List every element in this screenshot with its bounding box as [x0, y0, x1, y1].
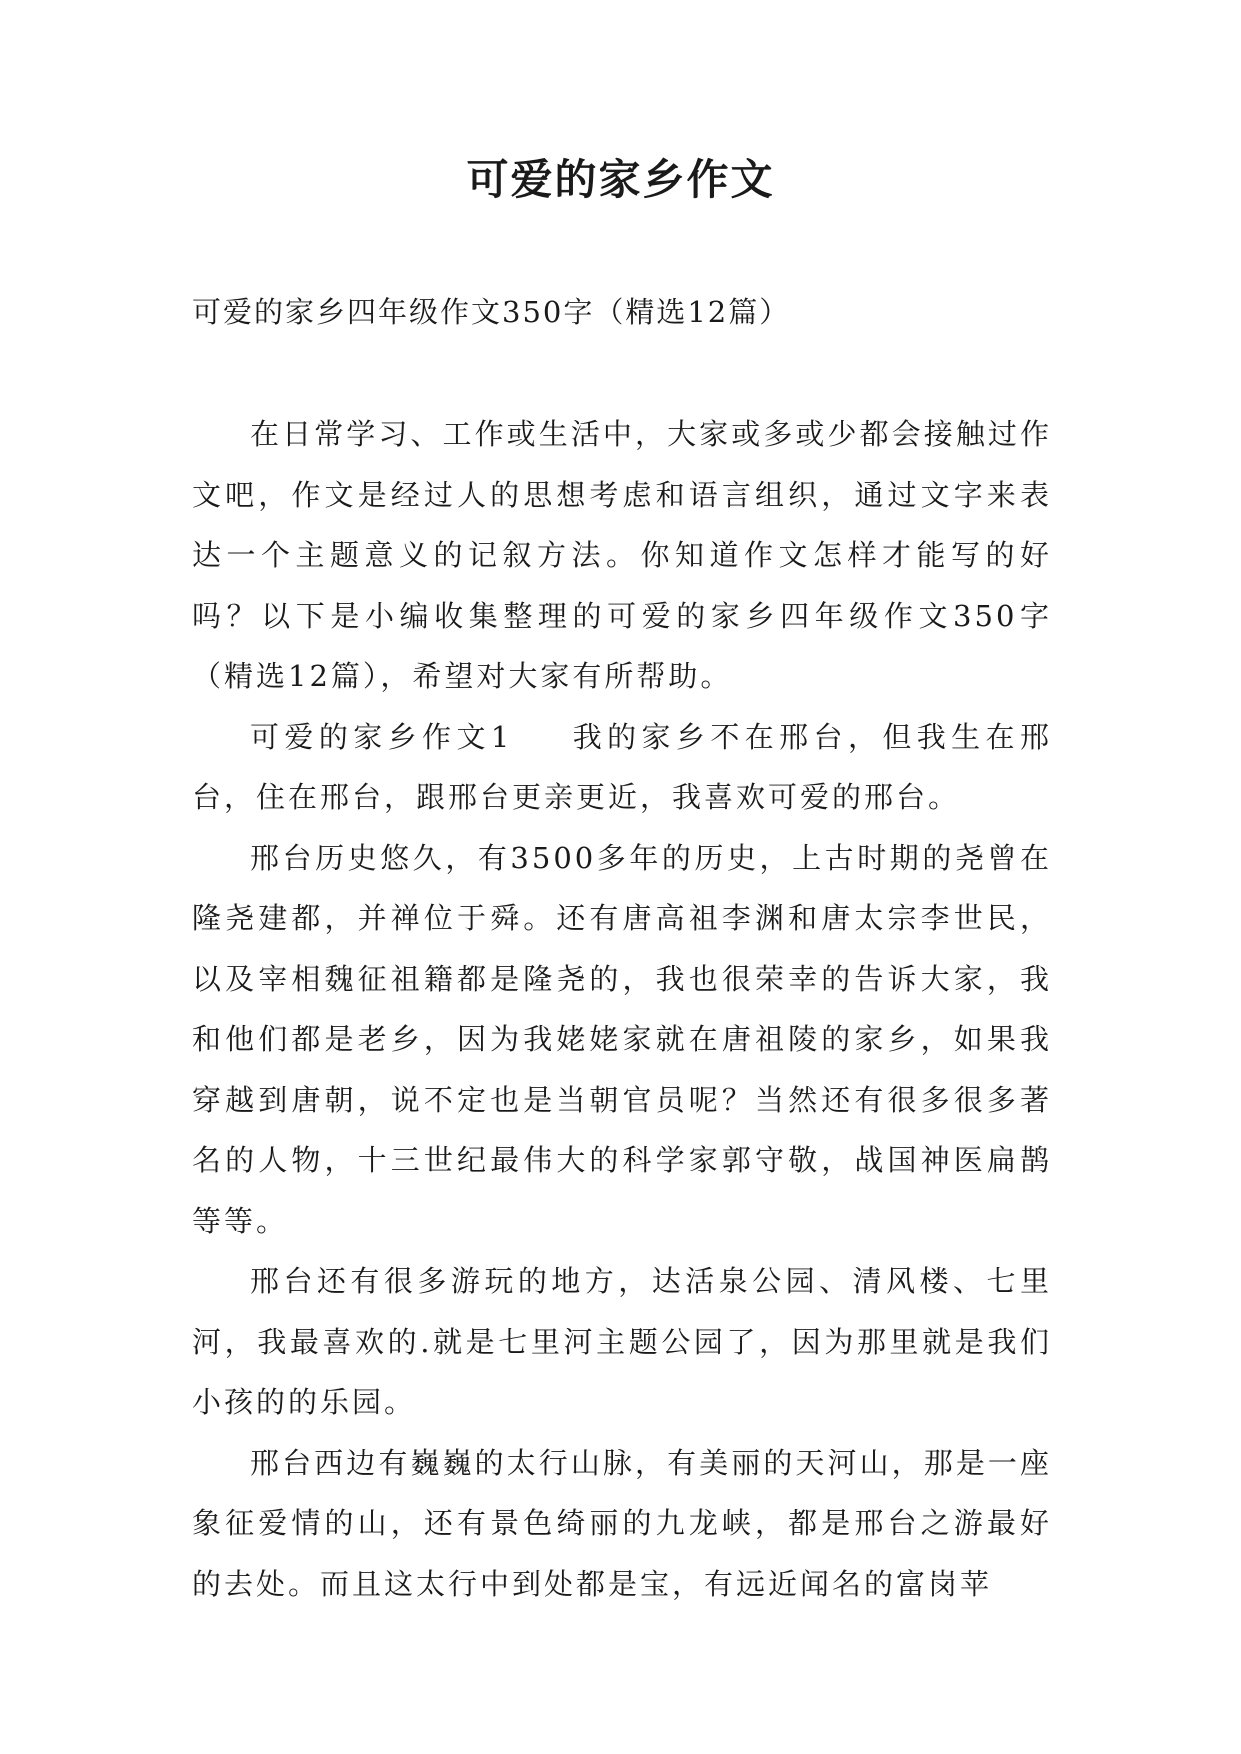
intro-paragraph: 在日常学习、工作或生活中，大家或多或少都会接触过作文吧，作文是经过人的思想考虑和语言组织，通过文字来表达一个主题意义的记叙方法。你知道作文怎样才能写的好吗？以下是小编收集整理的可爱的家乡四年级作文350字（精选12篇），希望对大家有所帮助。: [192, 417, 1052, 693]
document-subtitle: 可爱的家乡四年级作文350字（精选12篇）: [192, 295, 791, 329]
essay-1-paragraph-2: 邢台历史悠久，有3500多年的历史，上古时期的尧曾在隆尧建都，并禅位于舜。还有唐高祖李渊和唐太宗李世民，以及宰相魏征祖籍都是隆尧的，我也很荣幸的告诉大家，我和他们都是老乡，因为我姥姥家就在唐祖陵的家乡，如果我穿越到唐朝，说不定也是当朝官员呢？当然还有很多很多著名的人物，十三世纪最伟大的科学家郭守敬，战国神医扁鹊等等。: [192, 840, 1052, 1238]
essay-1-paragraph-1: 我的家乡不在邢台，但我生在邢台，住在邢台，跟邢台更亲更近，我喜欢可爱的邢台。: [192, 719, 1052, 814]
document-title: 可爱的家乡作文: [466, 155, 775, 204]
document-body: [192, 404, 1052, 1614]
essay-1-heading: 可爱的家乡作文1: [250, 719, 513, 754]
essay-1-paragraph-3: 邢台还有很多游玩的地方，达活泉公园、清风楼、七里河，我最喜欢的.就是七里河主题公园了，因为那里就是我们小孩的的乐园。: [192, 1264, 1052, 1419]
essay-1-paragraph-4: 邢台西边有巍巍的太行山脉，有美丽的天河山，那是一座象征爱情的山，还有景色绮丽的九龙峡，都是邢台之游最好的去处。而且这太行中到处都是宝，有远近闻名的富岗苹: [192, 1445, 1052, 1601]
essay-1-opening-paragraph: [192, 707, 1052, 828]
